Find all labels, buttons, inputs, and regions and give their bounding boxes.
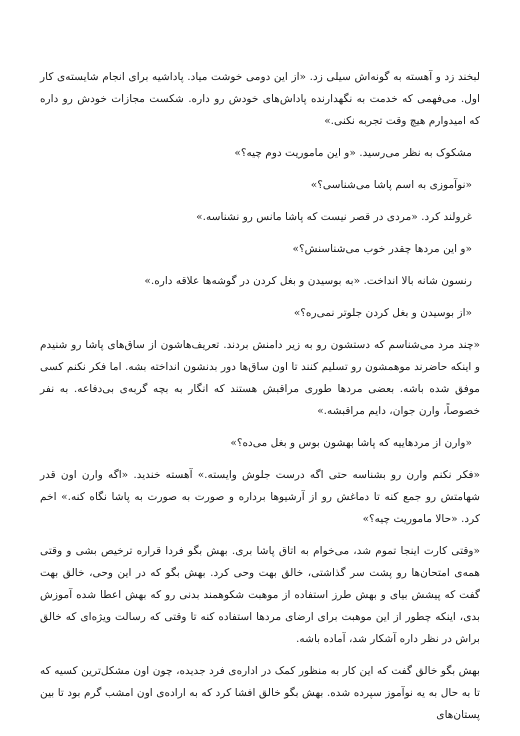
paragraph-6: رنسون شانه بالا انداخت. «به بوسیدن و بغل کردن در گوشه‌ها علاقه داره.»	[144, 275, 472, 287]
paragraph-12: بهش بگو خالق گفت که این کار به منظور کمک در اداره‌ی فرد جدیده، چون اون مشکل‌ترین کسیه که تا به حال به یه نوآموز سپرده شده. بهش بگو خالق افشا کرد که به اراده‌ی اون امشب گرم بود تا بین پستان‌های	[40, 665, 480, 721]
paragraph-5: «و این مردها چقدر خوب می‌شناسنش؟»	[292, 243, 472, 255]
paragraph-11: «وقتی کارت اینجا تموم شد، می‌خوام به اتاق پاشا بری. بهش بگو فردا قراره ترخیص بشی و وقتی همه‌ی امتحان‌ها رو پشت سر گذاشتی، خالق بهت وحی کرد. بهش بگو که در این وحی، خالق بهت گفت که پیشش بیای و بهش طرز استفاده از موهبت شکوهمند بدنی رو که بهش اعطا شده آموزش بدی، اینکه چطور از این موهبت برای ارضای مردها استفاده کنه تا وقتی که رسالت ویژه‌ای که خالق براش در نظر داره آشکار شد، آماده باشه.	[40, 545, 480, 645]
paragraph-3: «نوآموزی به اسم پاشا می‌شناسی؟»	[310, 179, 472, 191]
document-page	[40, 66, 480, 736]
paragraph-8: «چند مرد می‌شناسم که دستشون رو به زیر دامنش بردند. تعریف‌هاشون از ساق‌های پاشا رو شنیدم و اینکه حاضرند موهمشون رو تسلیم کنند تا اون ساق‌ها دور بدنشون انداخته بشه. اما فکر نکنم کسی موفق شده باشه. بعضی مردها طوری مراقبش هستند که انگار به بچه گربه‌ی بی‌دفاعه. به نفر خصوصاً، وارن جوان، دایم مراقبشه.»	[40, 339, 480, 417]
paragraph-2: مشکوک به نظر می‌رسید. «و این ماموریت دوم چیه؟»	[234, 147, 472, 159]
paragraph-10: «فکر نکنم وارن رو بشناسه حتی اگه درست جلوش وایسته.» آهسته خندید. «اگه وارن اون قدر شهامتش رو جمع کنه تا دماغش رو از آرشیوها برداره و صورت به صورت به پاشا نگاه کنه.» اخم کرد. «حالا ماموریت چیه؟»	[40, 469, 480, 525]
paragraph-4: غرولند کرد. «مردی در قصر نیست که پاشا مانس رو نشناسه.»	[196, 211, 472, 223]
paragraph-1: لبخند زد و آهسته به گونه‌اش سیلی زد. «از این دومی خوشت میاد. پاداشیه برای انجام شایسته‌ی کار اول. می‌فهمی که خدمت به نگهدارنده پاداش‌های خودش رو داره. شکست مجازات خودش رو داره که امیدوارم هیچ وقت تجربه نکنی.»	[40, 71, 480, 127]
paragraph-9: «وارن از مردهاییه که پاشا بهشون بوس و بغل می‌ده؟»	[230, 437, 472, 449]
paragraph-7: «از بوسیدن و بغل کردن جلوتر نمی‌ره؟»	[293, 307, 472, 319]
